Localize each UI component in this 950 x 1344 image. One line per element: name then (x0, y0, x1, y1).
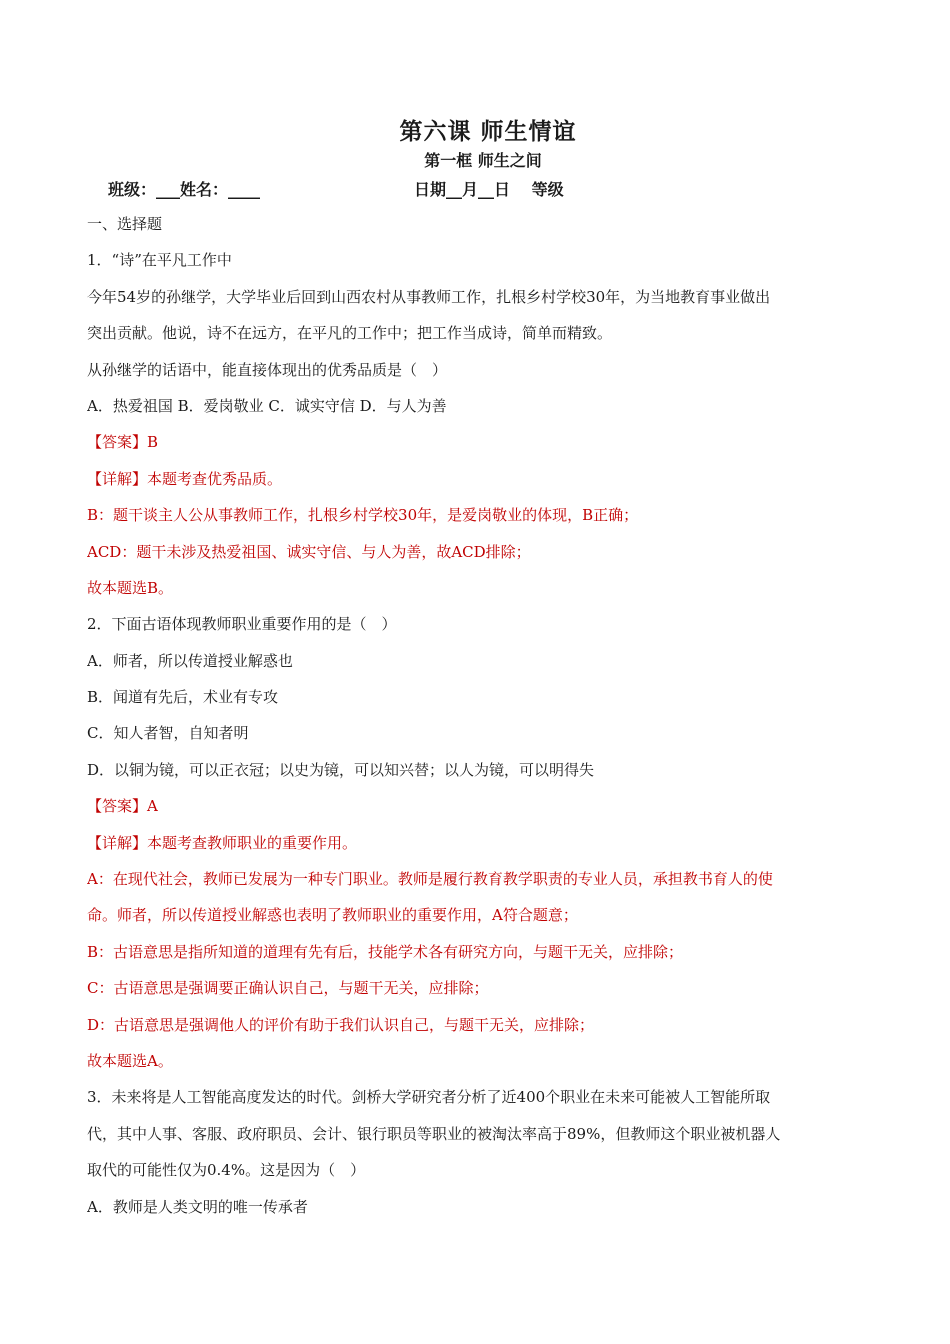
answer-line: 【答案】B (87, 433, 159, 452)
answer-line: B：古语意思是指所知道的道理有先有后，技能学术各有研究方向，与题干无关，应排除； (87, 942, 684, 961)
answer-line: 故本题选A。 (87, 1051, 173, 1070)
text-line: 一、选择题 (87, 215, 163, 233)
text-line: 从孙继学的话语中，能直接体现出的优秀品质是（ ） (87, 360, 448, 379)
section-subtitle: 第一框 师生之间 (424, 151, 542, 170)
text-line: 突出贡献。他说，诗不在远方，在平凡的工作中；把工作当成诗，简单而精致。 (87, 324, 613, 343)
text-line: D．以铜为镜，可以正衣冠；以史为镜，可以知兴替；以人为镜，可以明得失 (87, 760, 595, 779)
text-line: A．教师是人类文明的唯一传承者 (87, 1197, 308, 1216)
answer-line: 【详解】本题考查教师职业的重要作用。 (87, 833, 358, 852)
text-line: 2．下面古语体现教师职业重要作用的是（ ） (87, 615, 397, 634)
text-line: A．热爱祖国 B．爱岗敬业 C．诚实守信 D．与人为善 (87, 396, 447, 415)
answer-line: C：古语意思是强调要正确认识自己，与题干无关，应排除； (87, 979, 489, 998)
answer-line: 故本题选B。 (87, 578, 174, 597)
text-line: 今年54岁的孙继学，大学毕业后回到山西农村从事教师工作，扎根乡村学校30年，为当地教育事业做出 (87, 287, 771, 306)
lesson-title: 第六课 师生情谊 (399, 118, 577, 145)
answer-line: B：题干谈主人公从事教师工作，扎根乡村学校30年，是爱岗敬业的体现，B正确； (87, 506, 639, 525)
text-line: 取代的可能性仅为0.4%。这是因为（ ） (87, 1161, 366, 1180)
answer-line: 命。师者，所以传道授业解惑也表明了教师职业的重要作用，A符合题意； (87, 906, 578, 925)
answer-line: A：在现代社会，教师已发展为一种专门职业。教师是履行教育教学职责的专业人员，承担教书育人的使 (87, 870, 773, 889)
question-content (87, 206, 877, 1225)
text-line: 3．未来将是人工智能高度发达的时代。剑桥大学研究者分析了近400个职业在未来可能被人工智能所取 (87, 1088, 771, 1107)
text-line: A．师者，所以传道授业解惑也 (87, 651, 293, 670)
answer-line: ACD：题干未涉及热爱祖国、诚实守信、与人为善，故ACD排除； (87, 542, 531, 561)
text-line: 1．“诗”在平凡工作中 (87, 251, 232, 270)
text-line: B．闻道有先后，术业有专攻 (87, 688, 279, 707)
answer-line: 【详解】本题考查优秀品质。 (87, 469, 283, 488)
text-line: C．知人者智，自知者明 (87, 724, 249, 743)
answer-line: D：古语意思是强调他人的评价有助于我们认识自己，与题干无关，应排除； (87, 1015, 595, 1034)
date-grade-field: 日期__月__日 等级 (414, 180, 564, 199)
answer-line: 【答案】A (87, 797, 158, 816)
class-name-field: 班级：___姓名：____ (108, 180, 261, 199)
text-line: 代，其中人事、客服、政府职员、会计、银行职员等职业的被淘汰率高于89%，但教师这个职业被机器人 (87, 1124, 781, 1143)
